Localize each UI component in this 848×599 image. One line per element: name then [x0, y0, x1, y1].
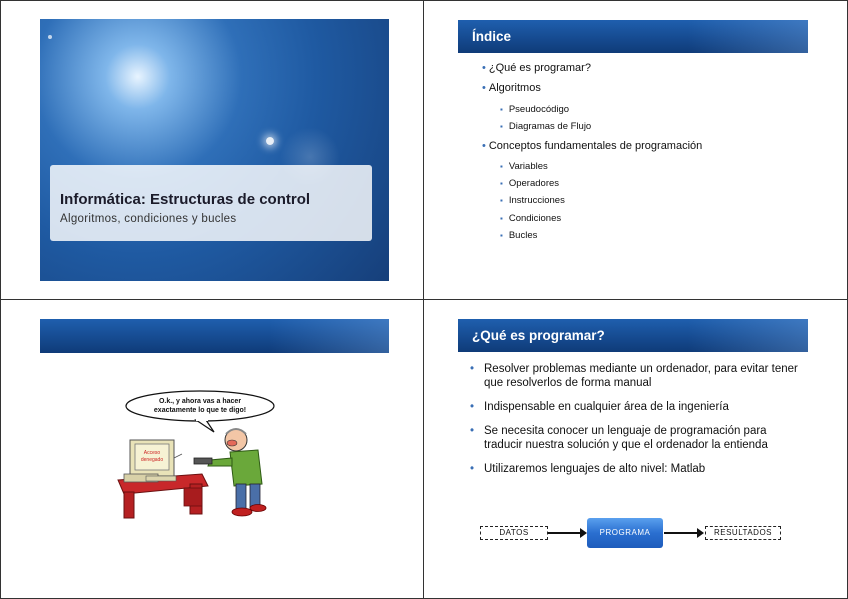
bubble-line-2: exactamente lo que te digo!: [153, 407, 247, 414]
index-subitem: ▪ Pseudocódigo: [500, 104, 569, 115]
index-subitem: ▪ Instrucciones: [500, 195, 565, 206]
index-subitem: ▪ Diagramas de Flujo: [500, 121, 591, 132]
bullet-item: • Resolver problemas mediante un ordenador, para evitar tener que resolverlos de forma manual: [470, 362, 800, 390]
cartoon-slide-header: [40, 319, 389, 353]
index-item: • Conceptos fundamentales de programación: [482, 140, 702, 152]
horizontal-divider: [0, 299, 848, 300]
flow-input-box: DATOS: [480, 526, 548, 540]
slide-title: Informática: Estructuras de control: [60, 191, 311, 208]
flow-process-box: PROGRAMA: [587, 518, 663, 548]
flow-arrow-2: [664, 532, 702, 534]
index-subitem: ▪ Variables: [500, 161, 548, 172]
bullet-item: • Se necesita conocer un lenguaje de programación para traducir nuestra solución y que el ordenador la entienda: [470, 424, 800, 452]
index-subitem: ▪ Bucles: [500, 230, 537, 241]
programming-bullets: [470, 362, 800, 486]
flow-output-box: RESULTADOS: [705, 526, 781, 540]
slide-subtitle: Algoritmos, condiciones y bucles: [60, 213, 237, 225]
screen-line-1: Acceso: [143, 450, 161, 456]
lens-flare: [266, 137, 274, 145]
index-item: • Algoritmos: [482, 82, 541, 94]
what-is-programming-header: ¿Qué es programar?: [458, 319, 808, 352]
index-subitem: ▪ Operadores: [500, 178, 559, 189]
title-box: [50, 165, 372, 241]
screen-line-2: denegado: [140, 457, 164, 463]
speech-bubble: [126, 391, 274, 432]
index-item: • ¿Qué es programar?: [482, 62, 591, 74]
bullet-item: • Utilizaremos lenguajes de alto nivel: Matlab: [470, 462, 800, 476]
flow-arrow-1: [548, 532, 585, 534]
man-with-gun: [194, 429, 266, 516]
bullet-item: • Indispensable en cualquier área de la ingeniería: [470, 400, 800, 414]
index-header: Índice: [458, 20, 808, 53]
title-slide: [40, 19, 389, 281]
program-flow-diagram: [478, 518, 784, 550]
cartoon-illustration: [110, 388, 290, 523]
computer: [124, 440, 182, 482]
index-subitem: ▪ Condiciones: [500, 213, 561, 224]
sparkle-dot: [48, 35, 52, 39]
bubble-line-1: O.k., y ahora vas a hacer: [158, 398, 242, 405]
